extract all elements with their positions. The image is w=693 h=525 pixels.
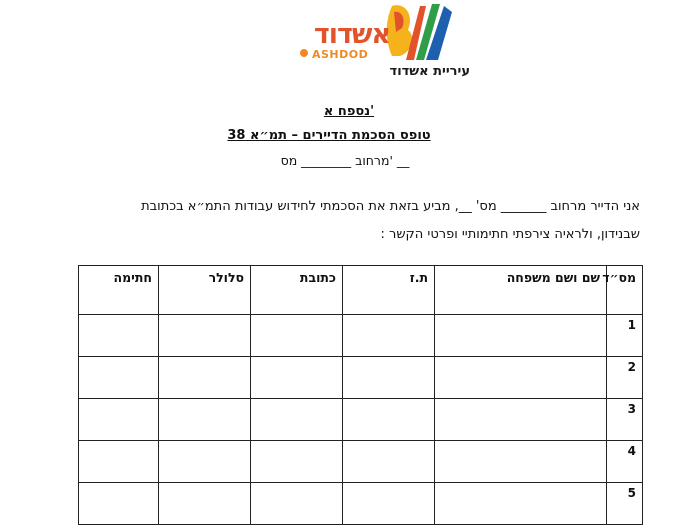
logo-hebrew-text: אשדוד (313, 19, 390, 50)
table-row (79, 483, 643, 525)
signature-cell[interactable] (79, 483, 159, 525)
signature-cell[interactable] (79, 399, 159, 441)
appendix-title: נספח א' (323, 104, 375, 119)
table-row (79, 441, 643, 483)
row-number: 5 (607, 483, 643, 525)
cellphone-cell[interactable] (159, 357, 251, 399)
full-name-cell[interactable] (435, 483, 607, 525)
address-cell[interactable] (251, 483, 343, 525)
address-cell[interactable] (251, 357, 343, 399)
id-number-cell[interactable] (343, 315, 435, 357)
form-title: טופס הסכמת הדיירים – תמ״א 38 (227, 128, 431, 143)
header-cellphone: סלולר (159, 266, 251, 315)
address-cell[interactable] (251, 441, 343, 483)
header-signature: חתימה (79, 266, 159, 315)
row-number: 2 (607, 357, 643, 399)
full-name-cell[interactable] (435, 357, 607, 399)
id-number-cell[interactable] (343, 399, 435, 441)
logo-english-text: ASHDOD (312, 48, 369, 61)
cellphone-cell[interactable] (159, 483, 251, 525)
full-name-cell[interactable] (435, 399, 607, 441)
consent-paragraph-line2: שבנידון, ולראיה צירפתי חתימותיי ופרטי הקשר : (380, 227, 640, 242)
header-address: כתובת (251, 266, 343, 315)
row-number: 4 (607, 441, 643, 483)
table-row (79, 357, 643, 399)
row-number: 1 (607, 315, 643, 357)
consent-paragraph-line1: אני הדייר מרחוב _______ מס' __, מביע בזאת את הסכמתי לחידוש עבודות התמ״א בכתובת (141, 199, 640, 214)
cellphone-cell[interactable] (159, 399, 251, 441)
signature-cell[interactable] (79, 441, 159, 483)
address-line: מרחוב ________ מס' __ (280, 153, 410, 168)
table-row (79, 399, 643, 441)
signatures-table (78, 265, 643, 525)
address-cell[interactable] (251, 399, 343, 441)
header-serial: מס״ד (607, 266, 643, 315)
id-number-cell[interactable] (343, 357, 435, 399)
municipality-name: עיריית אשדוד (389, 64, 470, 79)
full-name-cell[interactable] (435, 441, 607, 483)
signature-cell[interactable] (79, 357, 159, 399)
header-full-name: שם ושם משפחה (435, 266, 607, 315)
id-number-cell[interactable] (343, 483, 435, 525)
row-number: 3 (607, 399, 643, 441)
id-number-cell[interactable] (343, 441, 435, 483)
full-name-cell[interactable] (435, 315, 607, 357)
header-id-number: ת.ז (343, 266, 435, 315)
table-header-row (79, 266, 643, 315)
signature-cell[interactable] (79, 315, 159, 357)
address-cell[interactable] (251, 315, 343, 357)
table-row (79, 315, 643, 357)
cellphone-cell[interactable] (159, 441, 251, 483)
cellphone-cell[interactable] (159, 315, 251, 357)
